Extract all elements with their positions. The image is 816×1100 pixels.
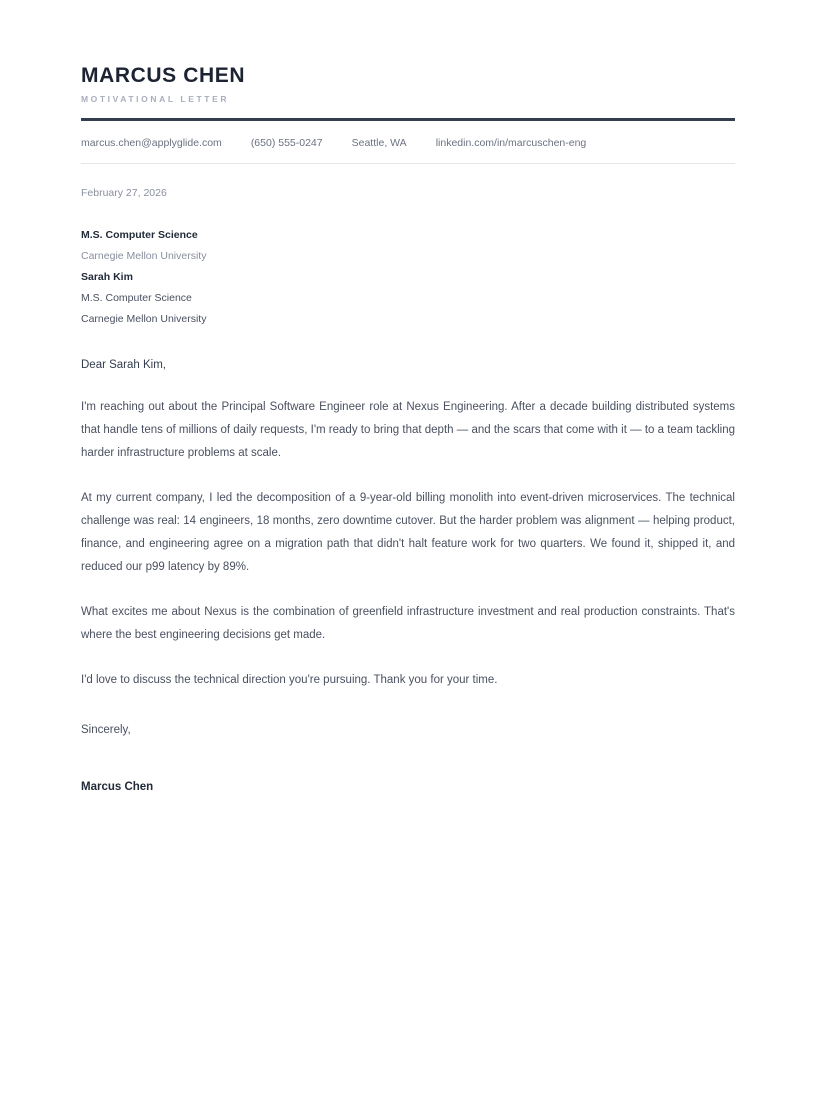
- contact-linkedin[interactable]: linkedin.com/in/marcuschen-eng: [435, 137, 587, 149]
- recipient-name: Sarah Kim: [81, 271, 133, 283]
- body-paragraph: What excites me about Nexus is the combination of greenfield infrastructure investment and real production constraints. That's where the best engineering decisions get made.: [81, 606, 735, 641]
- recipient-line-4: M.S. Computer Science: [81, 292, 192, 304]
- contact-email[interactable]: marcus.chen@applyglide.com: [81, 137, 222, 149]
- contact-location: Seattle, WA: [351, 137, 407, 149]
- body-paragraph: At my current company, I led the decomposition of a 9-year-old billing monolith into event-driven microservices. The technical challenge was real: 14 engineers, 18 months, zero downtime cutover. But the harder problem was alignment — helping product, finance, and engineering agree on a migration path that didn't halt feature work for two quarters. We found it, shipped it, and reduced our p99 latency by 89%.: [81, 492, 735, 573]
- recipient-line-2: Carnegie Mellon University: [81, 250, 207, 262]
- letter-date: February 27, 2026: [81, 187, 167, 199]
- body-paragraph: I'm reaching out about the Principal Software Engineer role at Nexus Engineering. After a decade building distributed systems that handle tens of millions of daily requests, I'm ready to bring that depth — and the scars that come with it — to a team tackling harder infrastructure problems at scale.: [81, 401, 735, 459]
- contact-divider-light: [81, 163, 735, 164]
- contact-phone[interactable]: (650) 555-0247: [250, 137, 323, 149]
- salutation: Dear Sarah Kim,: [81, 359, 167, 371]
- signature-name: Marcus Chen: [81, 781, 154, 793]
- recipient-line-5: Carnegie Mellon University: [81, 313, 207, 325]
- recipient-line-1: M.S. Computer Science: [81, 229, 198, 241]
- letterhead: [81, 0, 735, 121]
- letter-body: [81, 396, 735, 692]
- contact-info-row: [81, 121, 735, 163]
- document-subtitle: MOTIVATIONAL LETTER: [81, 94, 230, 104]
- page-title: MARCUS CHEN: [81, 64, 246, 87]
- body-paragraph: I'd love to discuss the technical direction you're pursuing. Thank you for your time.: [81, 674, 498, 686]
- recipient-block: [81, 225, 735, 330]
- letter-content-column: [81, 0, 735, 796]
- closing-salutation: Sincerely,: [81, 724, 131, 736]
